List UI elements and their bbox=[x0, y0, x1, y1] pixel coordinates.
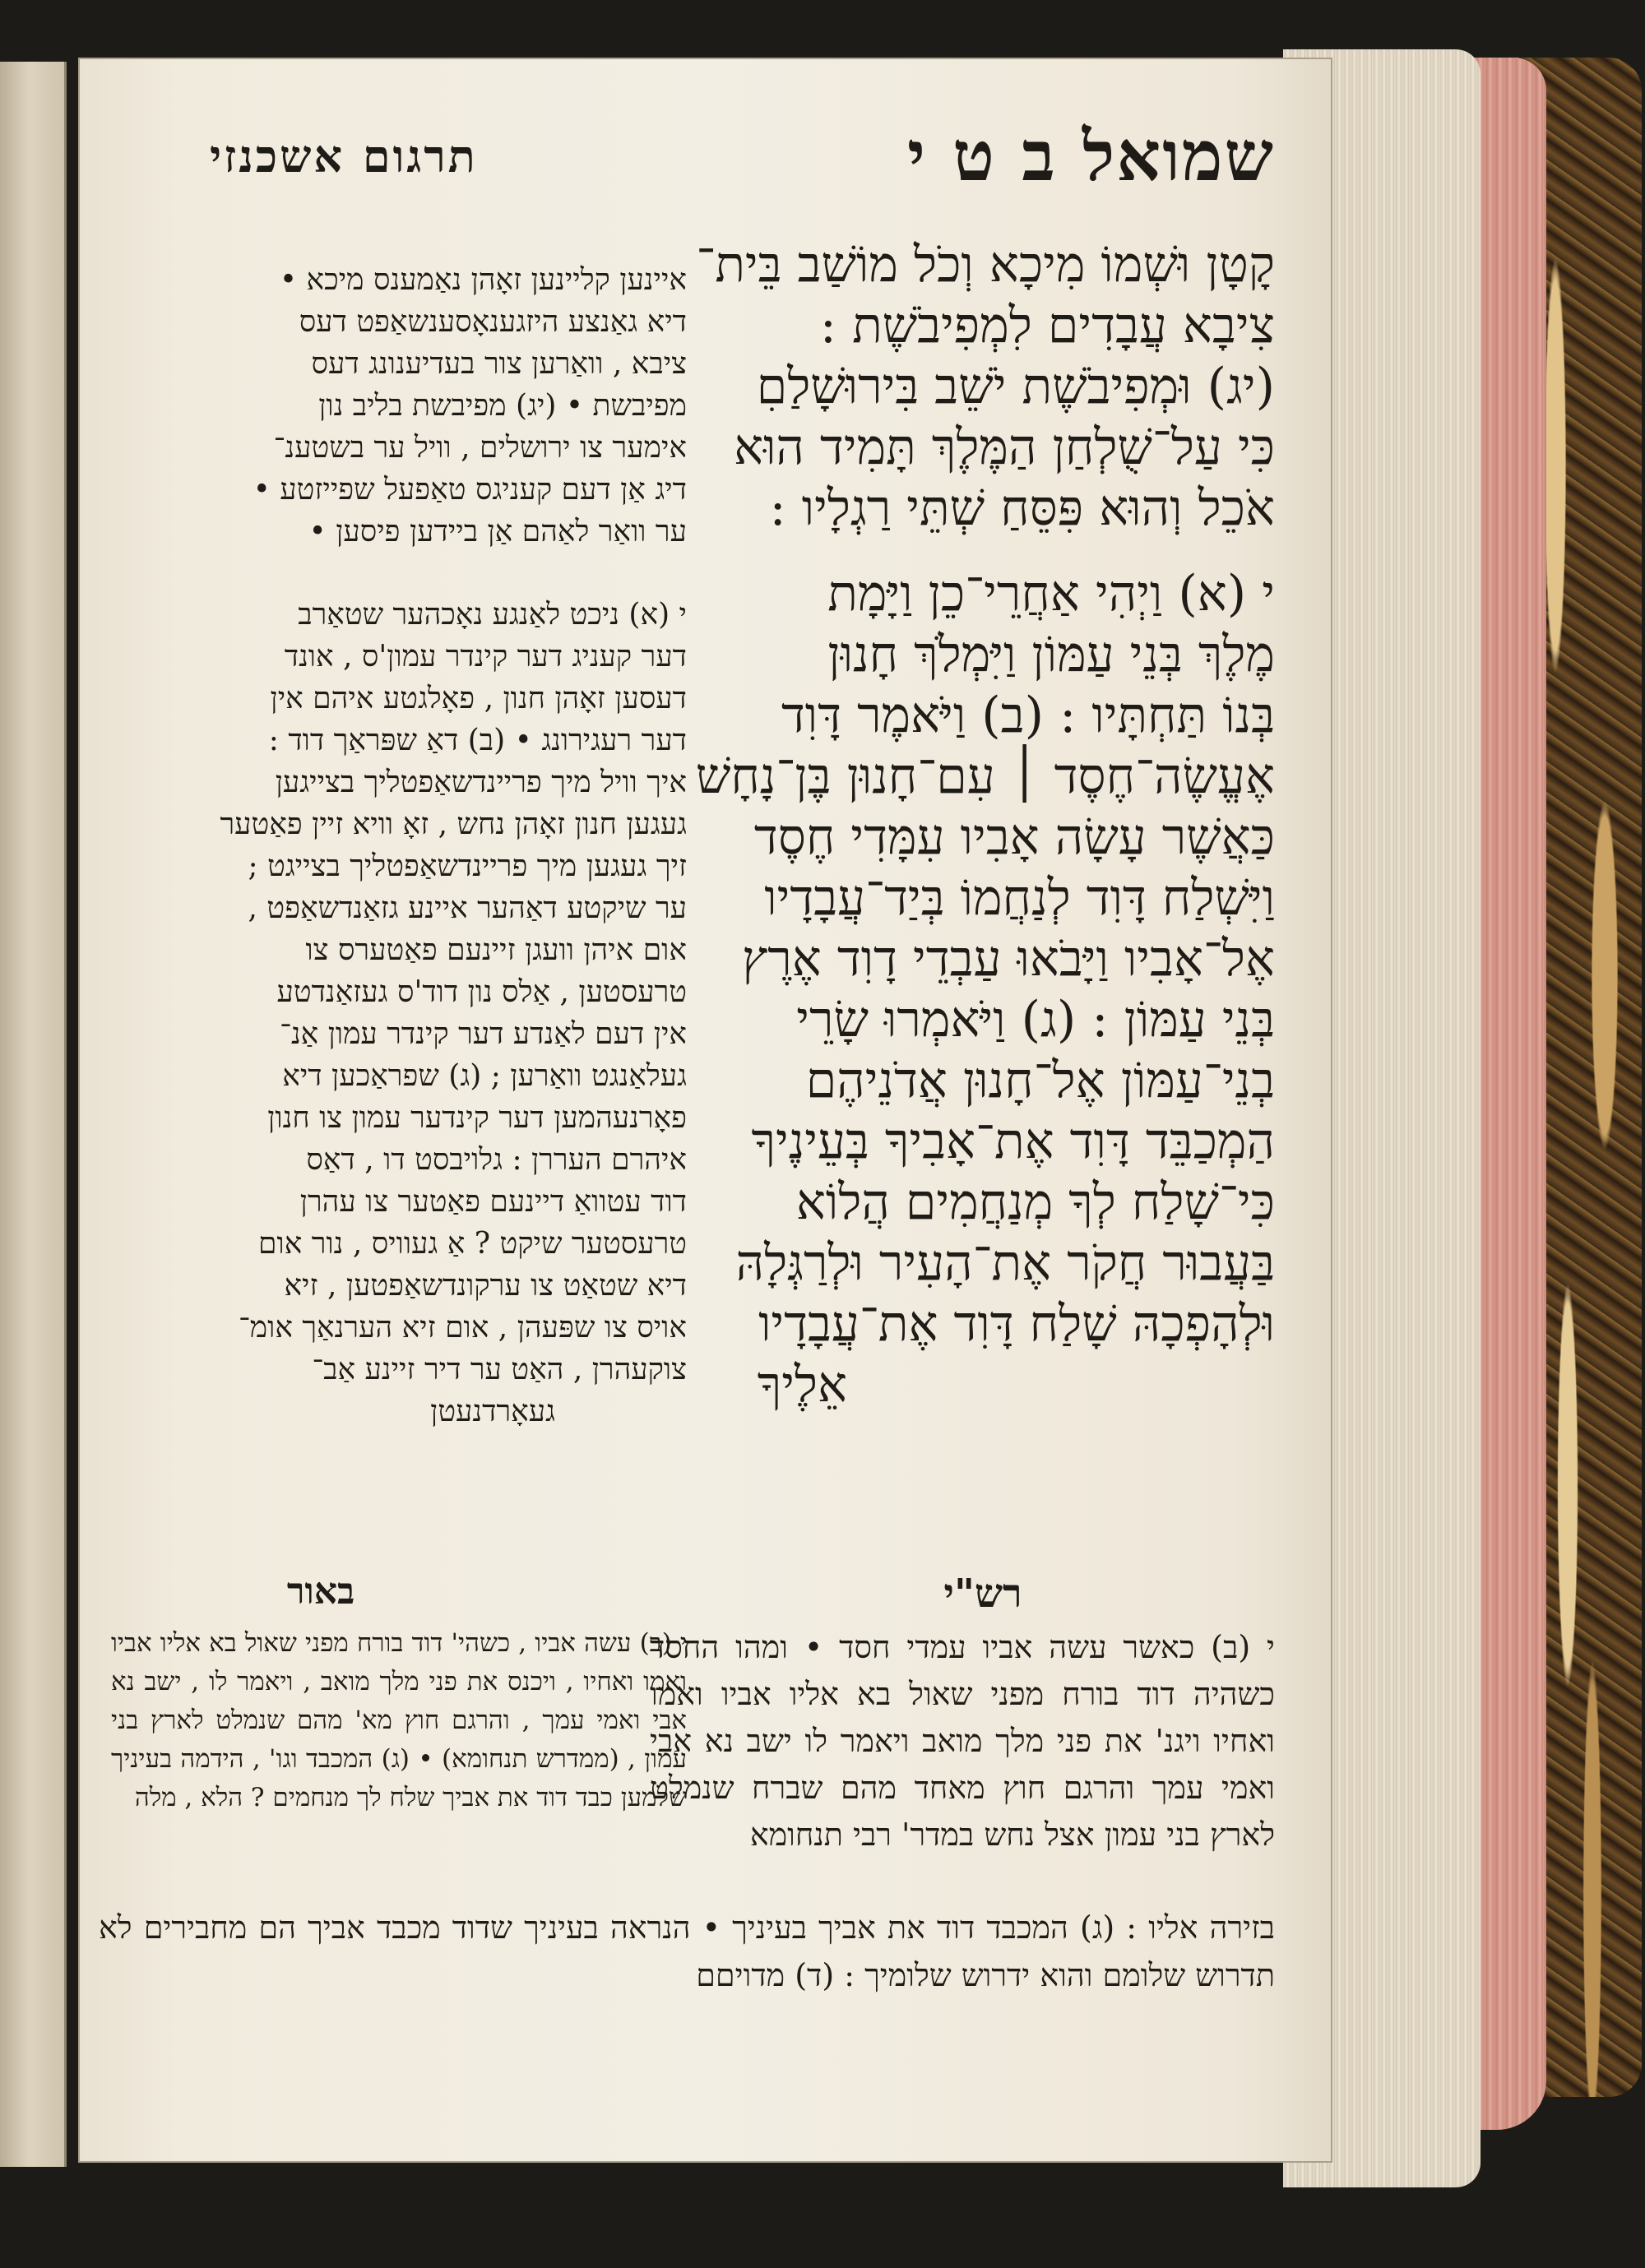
yiddish-line: געאָרדנעטן bbox=[430, 1395, 555, 1428]
yiddish-line: דיא שטאַט צו ערקונדשאַפטען , זיא bbox=[284, 1269, 687, 1303]
rashi-commentary: י (ב) כאשר עשה אביו עמדי חסד • ומהו החסד כשהיה דוד בורח מפני שאול בא אליו אביו ואמו ואחיו ויגנ' את פני מלך מואב ויאמר לו ישב נא אבי ואמי עמך והרגם חוץ מאחד מהם שברח שנמלט לארץ בני עמון אצל נחש במדר' רבי תנחומא bbox=[650, 1629, 1275, 1853]
text-line: כִּי עַל־שֻׁלְחַן הַמֶּלֶךְ תָּמִיד הוּא bbox=[734, 419, 1275, 476]
text-line: כִּי־שָׁלַח לְךָ מְנַחֲמִים הֲלוֹא bbox=[795, 1173, 1275, 1231]
yiddish-line: פאָרנעהמען דער קינדער עמון צו חנון bbox=[267, 1101, 687, 1135]
yiddish-line: מפיבשת • (יג) מפיבשת בליב נון bbox=[318, 389, 687, 423]
running-header-translation: תרגום אשכנזי bbox=[210, 130, 478, 183]
yiddish-line: דיא גאַנצע היזגענאָסענשאַפט דעס bbox=[299, 305, 687, 339]
text-line: בְּנוֹ תַּחְתָּיו : (ב) וַיֹּאמֶר דָּוִד bbox=[781, 687, 1275, 744]
text-line: מֶלֶךְ בְּנֵי עַמּוֹן וַיִּמְלֹךְ חָנוּן bbox=[827, 626, 1275, 683]
text-line: (יג) וּמְפִיבֹשֶׁת יֹשֵׁב בִּירוּשָׁלַםִ bbox=[756, 358, 1275, 415]
yiddish-line: איינען קליינען זאָהן נאַמענס מיכא • bbox=[279, 263, 687, 297]
yiddish-line: טרעסטער שיקט ? אַ געוויס , נור אום bbox=[258, 1227, 687, 1261]
yiddish-line: דעסען זאָהן חנון , פאָלגטע איהם אין bbox=[270, 682, 687, 715]
yiddish-line: דוד עטוואַ דיינעם פאַטער צו עהרן bbox=[299, 1185, 687, 1219]
yiddish-line: י (א) ניכט לאַנגע נאָכהער שטאַרב bbox=[298, 598, 687, 632]
yiddish-line: איך וויל מיך פריינדשאַפטליך בצייגען bbox=[275, 766, 687, 799]
biur-heading: באור bbox=[286, 1571, 355, 1613]
text-line: וּלְהָפְכָהּ שָׁלַח דָּוִד אֶת־עֲבָדָיו bbox=[758, 1295, 1275, 1353]
text-line: בַּעֲבוּר חֲקֹר אֶת־הָעִיר וּלְרַגְּלָהּ bbox=[735, 1234, 1275, 1292]
main-hebrew-text bbox=[617, 234, 1275, 1415]
text-line: הַמְכַבֵּד דָּוִד אֶת־אָבִיךָ בְּעֵינֶיךָ bbox=[751, 1113, 1275, 1170]
yiddish-line: אויס צו שפּעהן , אום זיא הערנאַך אומ־ bbox=[238, 1311, 687, 1345]
text-line: אֶעֱשֶׂה־חֶסֶד ׀ עִם־חָנוּן בֶּן־נָחָשׁ bbox=[695, 748, 1275, 805]
yiddish-line: זיך געגען מיך פריינדשאַפטליך בצייגט ; bbox=[248, 849, 687, 883]
yiddish-translation bbox=[111, 259, 687, 1433]
text-line: וַיִּשְׁלַח דָּוִד לְנַחֲמוֹ בְּיַד־עֲבָדָיו bbox=[764, 869, 1275, 927]
running-header-book: שמואל ב ט י bbox=[907, 115, 1275, 197]
text-line: בְּנֵי עַמּוֹן : (ג) וַיֹּאמְרוּ שָׂרֵי bbox=[796, 991, 1275, 1048]
yiddish-line: דיג אַן דעם קעניגס טאַפעל שפייזטע • bbox=[253, 473, 687, 507]
yiddish-line: דער רעגירונג • (ב) דאַ שפּראַך דוד : bbox=[268, 724, 687, 757]
text-line: אֵלֶיךָ bbox=[757, 1356, 847, 1414]
rashi-heading: רש"י bbox=[943, 1571, 1022, 1617]
text-line: צִיבָא עֲבָדִים לִמְפִיבֹשֶׁת : bbox=[819, 297, 1275, 354]
text-line: בְנֵי־עַמּוֹן אֶל־חָנוּן אֲדֹנֵיהֶם bbox=[805, 1052, 1275, 1109]
yiddish-line: ער וואַר לאַהם אַן ביידען פיסען • bbox=[308, 515, 687, 548]
yiddish-line: אימער צו ירושלים , וויל ער בשטענ־ bbox=[273, 431, 687, 465]
text-line: אֹכֵל וְהוּא פִּסֵּחַ שְׁתֵּי רַגְלָיו : bbox=[769, 479, 1275, 537]
yiddish-line: געלאַנגט וואַרען ; (ג) שפראַכען דיא bbox=[282, 1059, 687, 1093]
yiddish-line: אין דעם לאַנדע דער קינדר עמון אַנ־ bbox=[280, 1017, 687, 1051]
book-page bbox=[78, 58, 1332, 2163]
left-page-edge bbox=[0, 62, 67, 2167]
text-line: י (א) וַיְהִי אַחֲרֵי־כֵן וַיָּמָת bbox=[827, 565, 1275, 623]
text-line: קָטָן וּשְׁמוֹ מִיכָא וְכֹל מוֹשַׁב בֵּית־ bbox=[696, 236, 1275, 294]
yiddish-line: אום איהן וועגן זיינעם פאַטערס צו bbox=[305, 933, 687, 967]
yiddish-line: צוקעהרן , האַט ער דיר זיינע אַב־ bbox=[312, 1353, 687, 1386]
yiddish-line: איהרם העררן : גלויבסט דו , דאַס bbox=[306, 1143, 687, 1177]
biur-commentary: י (ב) עשה אביו , כשהי' דוד בורח מפני שאול בא אליו אביו ואמו ואחיו , ויכנס את פני מלך מואב , ויאמר לו , ישב נא אבי ואמי עמך , והרגם חוץ מא' מהם שנמלט לארץ בני עמון , (ממדרש תנחומא) • (ג) המכבד וגו' , הידמה בעיניך שלמען כבד דוד את אביך שלח לך מנחמים ? הלא , מלה bbox=[111, 1628, 687, 1812]
yiddish-line: ציבא , וואַרען צור בעדיענונג דעס bbox=[311, 347, 687, 381]
rashi-continuation: בזירה אליו : (ג) המכבד דוד את אביך בעיניך • הנראה בעיניך שדוד מכבד אביך הם מחבירים לא תדרוש שלומם והוא ידרוש שלומיך : (ד) מדויםם bbox=[99, 1909, 1275, 1993]
yiddish-line: ער שיקטע דאַהער איינע גזאַנדשאַפט , bbox=[248, 891, 687, 925]
text-line: כַּאֲשֶׁר עָשָׂה אָבִיו עִמָּדִי חֶסֶד bbox=[753, 808, 1275, 866]
yiddish-line: דער קעניג דער קינדר עמון'ס , אונד bbox=[284, 640, 687, 673]
yiddish-line: געגען חנון זאָהן נחש , זאָ וויא זיין פאַטער bbox=[220, 808, 687, 841]
yiddish-line: טרעסטען , אַלס נון דוד'ס געזאַנדטע bbox=[276, 975, 687, 1009]
text-line: אֶל־אָבִיו וַיָּבֹאוּ עַבְדֵי דָוִד אֶרֶץ bbox=[742, 930, 1275, 988]
